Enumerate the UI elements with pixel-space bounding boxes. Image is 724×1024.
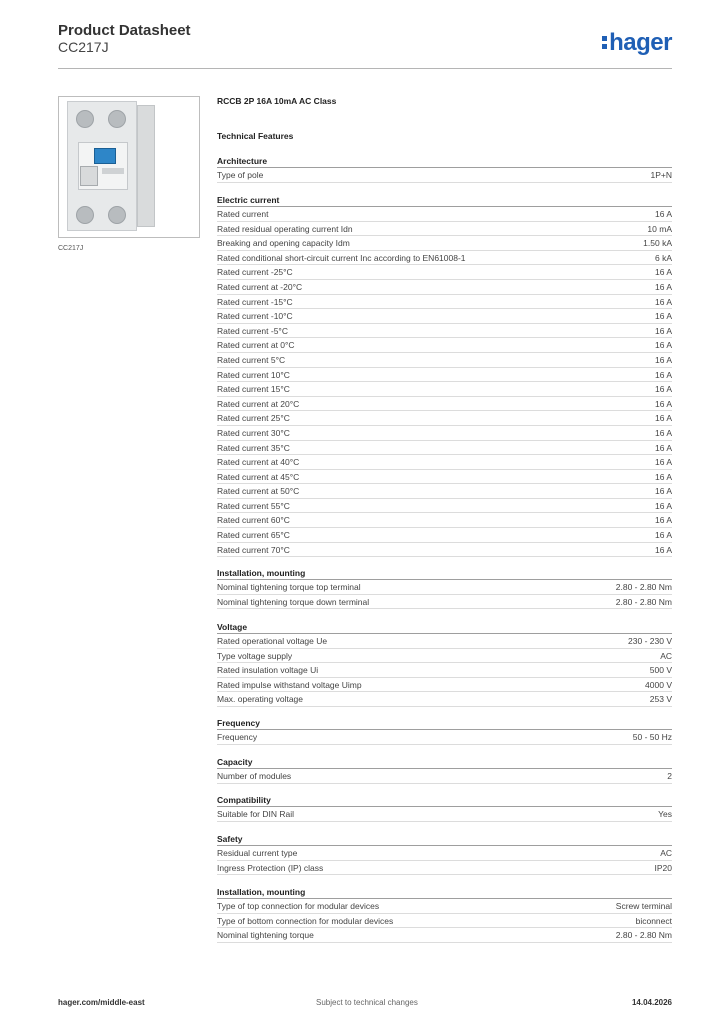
- bottom-terminal-screw-icon: [76, 206, 94, 224]
- spec-value: 16 A: [654, 544, 672, 555]
- page-title: Product Datasheet: [58, 22, 191, 39]
- top-terminal-screw-icon: [76, 110, 94, 128]
- spec-label: Rated current at 45°C: [217, 471, 300, 482]
- section-title: Architecture: [217, 155, 672, 168]
- spec-label: Rated current 15°C: [217, 384, 290, 395]
- footer-notice: Subject to technical changes: [316, 998, 418, 1007]
- spec-value: 2.80 - 2.80 Nm: [615, 596, 672, 607]
- spec-value: AC: [660, 650, 672, 661]
- spec-row: [217, 528, 672, 543]
- spec-row: [217, 265, 672, 280]
- spec-row: [217, 382, 672, 397]
- spec-label: Breaking and opening capacity Idm: [217, 238, 350, 249]
- spec-value: 16 A: [654, 384, 672, 395]
- spec-row: [217, 899, 672, 914]
- spec-row: [217, 807, 672, 822]
- logo-text: hager: [609, 29, 672, 56]
- spec-row: [217, 338, 672, 353]
- product-name: RCCB 2P 16A 10mA AC Class: [217, 96, 337, 106]
- spec-row: [217, 222, 672, 237]
- technical-features-heading: Technical Features: [217, 131, 294, 141]
- spec-section: [217, 155, 672, 183]
- footer-date: 14.04.2026: [631, 998, 672, 1007]
- spec-label: Nominal tightening torque down terminal: [217, 596, 370, 607]
- spec-row: [217, 368, 672, 383]
- spec-row: [217, 309, 672, 324]
- spec-value: 16 A: [654, 340, 672, 351]
- spec-value: 16 A: [654, 530, 672, 541]
- spec-section: [217, 717, 672, 745]
- spec-row: [217, 663, 672, 678]
- spec-value: 16 A: [654, 413, 672, 424]
- spec-label: Rated current at 50°C: [217, 486, 300, 497]
- section-title: Installation, mounting: [217, 886, 672, 899]
- section-title: Compatibility: [217, 794, 672, 807]
- indicator-slot: [102, 168, 124, 174]
- spec-row: [217, 397, 672, 412]
- spec-row: [217, 499, 672, 514]
- spec-label: Ingress Protection (IP) class: [217, 862, 324, 873]
- spec-value: 16 A: [654, 354, 672, 365]
- spec-value: 16 A: [654, 296, 672, 307]
- spec-row: [217, 353, 672, 368]
- spec-section: [217, 833, 672, 875]
- spec-label: Rated current 55°C: [217, 500, 290, 511]
- spec-label: Number of modules: [217, 771, 292, 781]
- spec-value: 230 - 230 V: [628, 636, 672, 646]
- spec-value: 16 A: [654, 486, 672, 497]
- spec-label: Rated current 25°C: [217, 413, 290, 424]
- rccb-device-image: [67, 101, 137, 231]
- spec-value: 16 A: [654, 442, 672, 453]
- spec-value: 1P+N: [650, 170, 672, 180]
- spec-row: [217, 324, 672, 339]
- device-side-panel: [137, 105, 155, 227]
- spec-label: Nominal tightening torque top terminal: [217, 582, 361, 592]
- spec-label: Rated current 30°C: [217, 427, 290, 438]
- spec-row: [217, 411, 672, 426]
- section-title: Capacity: [217, 756, 672, 769]
- spec-value: 500 V: [649, 665, 672, 676]
- spec-label: Rated current 65°C: [217, 530, 290, 541]
- spec-row: [217, 692, 672, 707]
- spec-row: [217, 861, 672, 876]
- spec-value: 16 A: [654, 398, 672, 409]
- spec-value: 16 A: [654, 325, 672, 336]
- spec-value: AC: [660, 848, 672, 858]
- spec-value: 16 A: [654, 500, 672, 511]
- spec-value: Yes: [658, 809, 672, 819]
- spec-label: Rated current 10°C: [217, 369, 290, 380]
- spec-label: Nominal tightening torque: [217, 930, 314, 941]
- section-title: Electric current: [217, 194, 672, 207]
- spec-label: Rated current 70°C: [217, 544, 290, 555]
- spec-row: [217, 441, 672, 456]
- spec-label: Rated current at 40°C: [217, 457, 300, 468]
- spec-label: Rated insulation voltage Ui: [217, 665, 319, 676]
- spec-section: [217, 756, 672, 784]
- spec-value: 16 A: [654, 427, 672, 438]
- spec-label: Rated current at 20°C: [217, 398, 300, 409]
- spec-label: Rated operational voltage Ue: [217, 636, 328, 646]
- spec-label: Frequency: [217, 732, 258, 742]
- spec-value: 10 mA: [647, 223, 672, 234]
- spec-row: [217, 914, 672, 929]
- spec-row: [217, 649, 672, 664]
- spec-row: [217, 769, 672, 784]
- spec-value: 4000 V: [645, 679, 672, 690]
- spec-value: 2: [667, 771, 672, 781]
- section-title: Installation, mounting: [217, 567, 672, 580]
- spec-label: Rated conditional short-circuit current Inc according to EN61008-1: [217, 252, 466, 263]
- spec-row: [217, 513, 672, 528]
- spec-row: [217, 168, 672, 183]
- spec-row: [217, 595, 672, 610]
- footer-website-link[interactable]: hager.com/middle-east: [58, 998, 145, 1007]
- spec-value: 1.50 kA: [643, 238, 672, 249]
- spec-value: IP20: [654, 862, 672, 873]
- spec-value: Screw terminal: [615, 901, 672, 911]
- product-image-caption: CC217J: [58, 245, 84, 252]
- spec-row: [217, 634, 672, 649]
- spec-row: [217, 426, 672, 441]
- spec-section: [217, 886, 672, 943]
- spec-label: Rated current -5°C: [217, 325, 288, 336]
- spec-row: [217, 251, 672, 266]
- spec-value: 16 A: [654, 457, 672, 468]
- spec-row: [217, 207, 672, 222]
- spec-label: Rated residual operating current Idn: [217, 223, 353, 234]
- spec-label: Rated current 35°C: [217, 442, 290, 453]
- section-title: Safety: [217, 833, 672, 846]
- section-title: Voltage: [217, 621, 672, 634]
- bottom-terminal-screw-icon: [108, 206, 126, 224]
- spec-label: Type of pole: [217, 170, 264, 180]
- spec-value: 50 - 50 Hz: [632, 732, 672, 742]
- spec-row: [217, 470, 672, 485]
- spec-row: [217, 678, 672, 693]
- spec-value: 16 A: [654, 311, 672, 322]
- spec-value: 6 kA: [654, 252, 672, 263]
- product-image: [58, 96, 200, 238]
- spec-label: Rated current -10°C: [217, 311, 293, 322]
- header-divider: [58, 68, 672, 69]
- test-button-icon: [94, 148, 116, 164]
- section-title: Frequency: [217, 717, 672, 730]
- spec-label: Rated current: [217, 209, 269, 219]
- spec-label: Type voltage supply: [217, 650, 293, 661]
- product-code: CC217J: [58, 39, 109, 55]
- top-terminal-screw-icon: [108, 110, 126, 128]
- spec-row: [217, 295, 672, 310]
- spec-label: Type of bottom connection for modular devices: [217, 915, 394, 926]
- spec-label: Rated current at -20°C: [217, 281, 303, 292]
- spec-row: [217, 543, 672, 558]
- spec-value: 16 A: [654, 369, 672, 380]
- spec-label: Rated current -15°C: [217, 296, 293, 307]
- spec-label: Rated impulse withstand voltage Uimp: [217, 679, 362, 690]
- spec-label: Rated current -25°C: [217, 267, 293, 278]
- spec-row: [217, 484, 672, 499]
- spec-value: 16 A: [654, 515, 672, 526]
- spec-label: Rated current at 0°C: [217, 340, 295, 351]
- spec-section: [217, 567, 672, 609]
- spec-label: Rated current 60°C: [217, 515, 290, 526]
- spec-label: Type of top connection for modular devices: [217, 901, 380, 911]
- spec-section: [217, 621, 672, 707]
- toggle-lever-icon: [80, 166, 98, 186]
- spec-section: [217, 194, 672, 557]
- spec-row: [217, 928, 672, 943]
- spec-value: 16 A: [654, 209, 672, 219]
- spec-value: 2.80 - 2.80 Nm: [615, 930, 672, 941]
- spec-row: [217, 455, 672, 470]
- spec-value: 2.80 - 2.80 Nm: [615, 582, 672, 592]
- spec-value: biconnect: [635, 915, 672, 926]
- spec-label: Rated current 5°C: [217, 354, 286, 365]
- spec-value: 16 A: [654, 281, 672, 292]
- hager-logo: [602, 30, 672, 56]
- spec-row: [217, 846, 672, 861]
- spec-value: 16 A: [654, 471, 672, 482]
- spec-row: [217, 580, 672, 595]
- spec-row: [217, 280, 672, 295]
- spec-label: Max. operating voltage: [217, 694, 303, 705]
- spec-label: Suitable for DIN Rail: [217, 809, 295, 819]
- spec-value: 253 V: [649, 694, 672, 705]
- spec-row: [217, 236, 672, 251]
- page-header: [58, 22, 672, 70]
- spec-label: Residual current type: [217, 848, 298, 858]
- spec-row: [217, 730, 672, 745]
- spec-section: [217, 794, 672, 822]
- spec-value: 16 A: [654, 267, 672, 278]
